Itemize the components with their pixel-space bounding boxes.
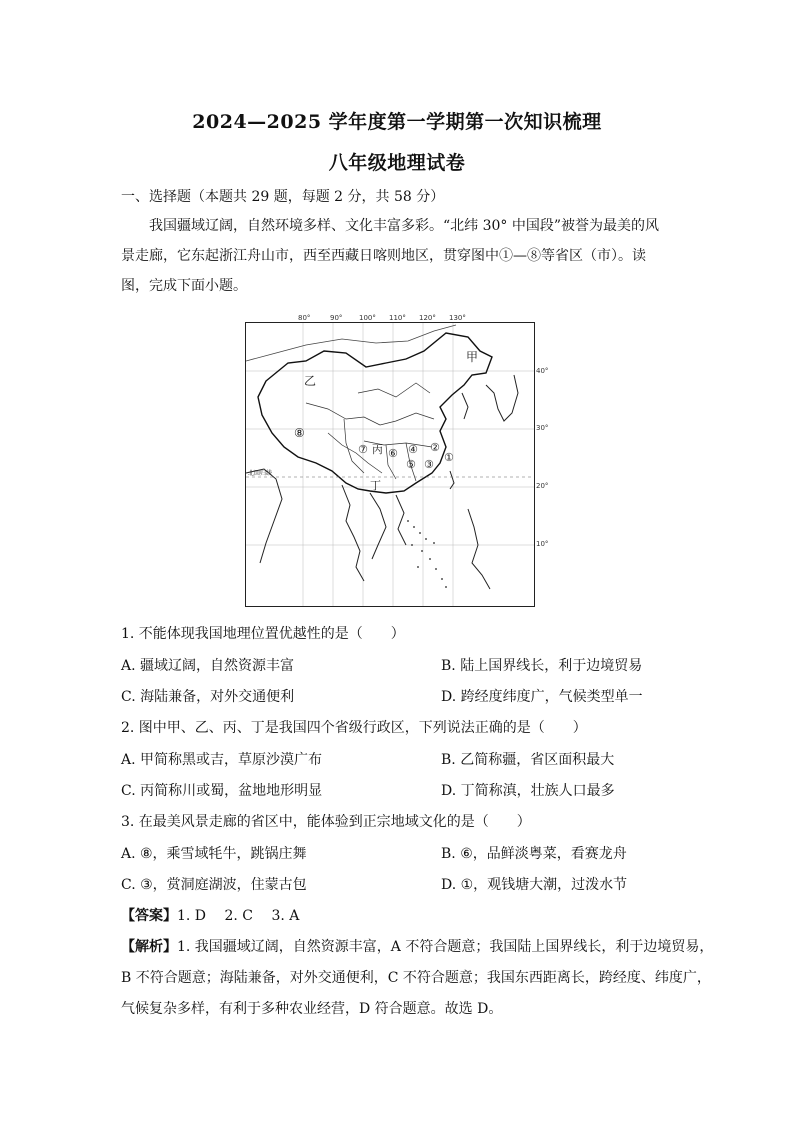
analysis-line-1 (121, 936, 713, 956)
analysis-text-1: 1. 我国疆域辽阔，自然资源丰富，A 不符合题意；我国陆上国界线长，利于边境贸易， (177, 939, 714, 955)
china-map (245, 322, 535, 607)
answer-label: 【答案】 (121, 908, 177, 924)
region-bing-label: 丙 (372, 443, 383, 456)
coastline-taiwan-philippines (450, 471, 490, 589)
lat-label-10: 10° (536, 540, 549, 548)
answer-row (121, 905, 299, 925)
question-1-option-c: C. 海陆兼备，对外交通便利 (121, 689, 295, 705)
lat-label-30: 30° (536, 424, 549, 432)
region-4-label: ④ (408, 443, 418, 456)
coastline-japan-korea (462, 375, 518, 421)
question-1-option-d: D. 跨经度纬度广，气候类型单一 (441, 689, 643, 705)
question-2-option-d: D. 丁简称滇，壮族人口最多 (441, 783, 615, 799)
lon-label-90: 90° (330, 314, 343, 322)
lat-label-20: 20° (536, 482, 549, 490)
lon-label-120: 120° (419, 314, 436, 322)
coastline-southeast-asia (342, 485, 406, 581)
south-china-sea-islands (407, 520, 447, 588)
question-1-option-b: B. 陆上国界线长，利于边境贸易 (441, 658, 643, 674)
question-1-stem: 1. 不能体现我国地理位置优越性的是（ ） (121, 626, 405, 642)
region-8-label: ⑧ (294, 426, 305, 440)
lon-label-80: 80° (298, 314, 311, 322)
lon-label-110: 110° (389, 314, 406, 322)
region-3-label: ③ (424, 458, 434, 471)
question-3-stem: 3. 在最美风景走廊的省区中，能体验到正宗地域文化的是（ ） (121, 814, 531, 830)
china-outline (258, 333, 492, 493)
region-5-label: ⑤ (406, 458, 416, 471)
region-1-label: ① (444, 451, 454, 464)
analysis-label: 【解析】 (121, 939, 177, 955)
question-2-stem: 2. 图中甲、乙、丙、丁是我国四个省级行政区，下列说法正确的是（ ） (121, 720, 587, 736)
question-3-option-b: B. ⑥，品鲜淡粤菜，看赛龙舟 (441, 846, 627, 862)
intro-paragraph: 我国疆域辽阔，自然环境多样、文化丰富多彩。“北纬 30° 中国段”被誉为最美的风景走廊，它东起浙江舟山市，西至西藏日喀则地区，贯穿图中①—⑧等省区（市）。读图，完成下面小题。 (121, 218, 660, 294)
region-ding-label: 丁 (370, 479, 381, 492)
northern-border (246, 325, 456, 361)
question-1-option-a: A. 疆域辽阔，自然资源丰富 (121, 658, 295, 674)
region-6-label: ⑥ (388, 447, 398, 460)
exam-title: 2024—2025 学年度第一学期第一次知识梳理 (192, 111, 602, 133)
question-2-option-b: B. 乙简称疆，省区面积最大 (441, 752, 615, 768)
question-2-option-a: A. 甲简称黑或吉，草原沙漠广布 (121, 752, 323, 768)
question-3-option-d: D. ①，观钱塘大潮，过泼水节 (441, 877, 628, 893)
map-drawing (246, 323, 534, 606)
region-jia-label: 甲 (466, 350, 479, 364)
analysis-line-2: B 不符合题意；海陆兼备，对外交通便利，C 不符合题意；我国东西距离长，跨经度、纬度广， (121, 970, 711, 986)
question-3-option-a: A. ⑧，乘雪域牦牛，跳锅庄舞 (121, 846, 307, 862)
lat-label-40: 40° (536, 367, 549, 375)
graticule (246, 323, 534, 606)
coastline-india (246, 469, 282, 563)
region-yi-label: 乙 (304, 374, 317, 388)
region-7-label: ⑦ (358, 443, 368, 456)
region-2-label: ② (430, 441, 440, 454)
section-heading: 一、选择题（本题共 29 题，每题 2 分，共 58 分） (121, 189, 445, 205)
lon-label-130: 130° (449, 314, 466, 322)
lon-label-100: 100° (359, 314, 376, 322)
question-3-option-c: C. ③，赏洞庭湖波，住蒙古包 (121, 877, 307, 893)
analysis-line-3: 气候复杂多样，有利于多种农业经营，D 符合题意。故选 D。 (121, 1001, 503, 1017)
answer-text: 1. D 2. C 3. A (177, 908, 300, 924)
tropic-of-cancer-label: 北回归线 (248, 470, 273, 477)
exam-subtitle: 八年级地理试卷 (328, 152, 466, 174)
question-2-option-c: C. 丙简称川或蜀，盆地地形明显 (121, 783, 323, 799)
